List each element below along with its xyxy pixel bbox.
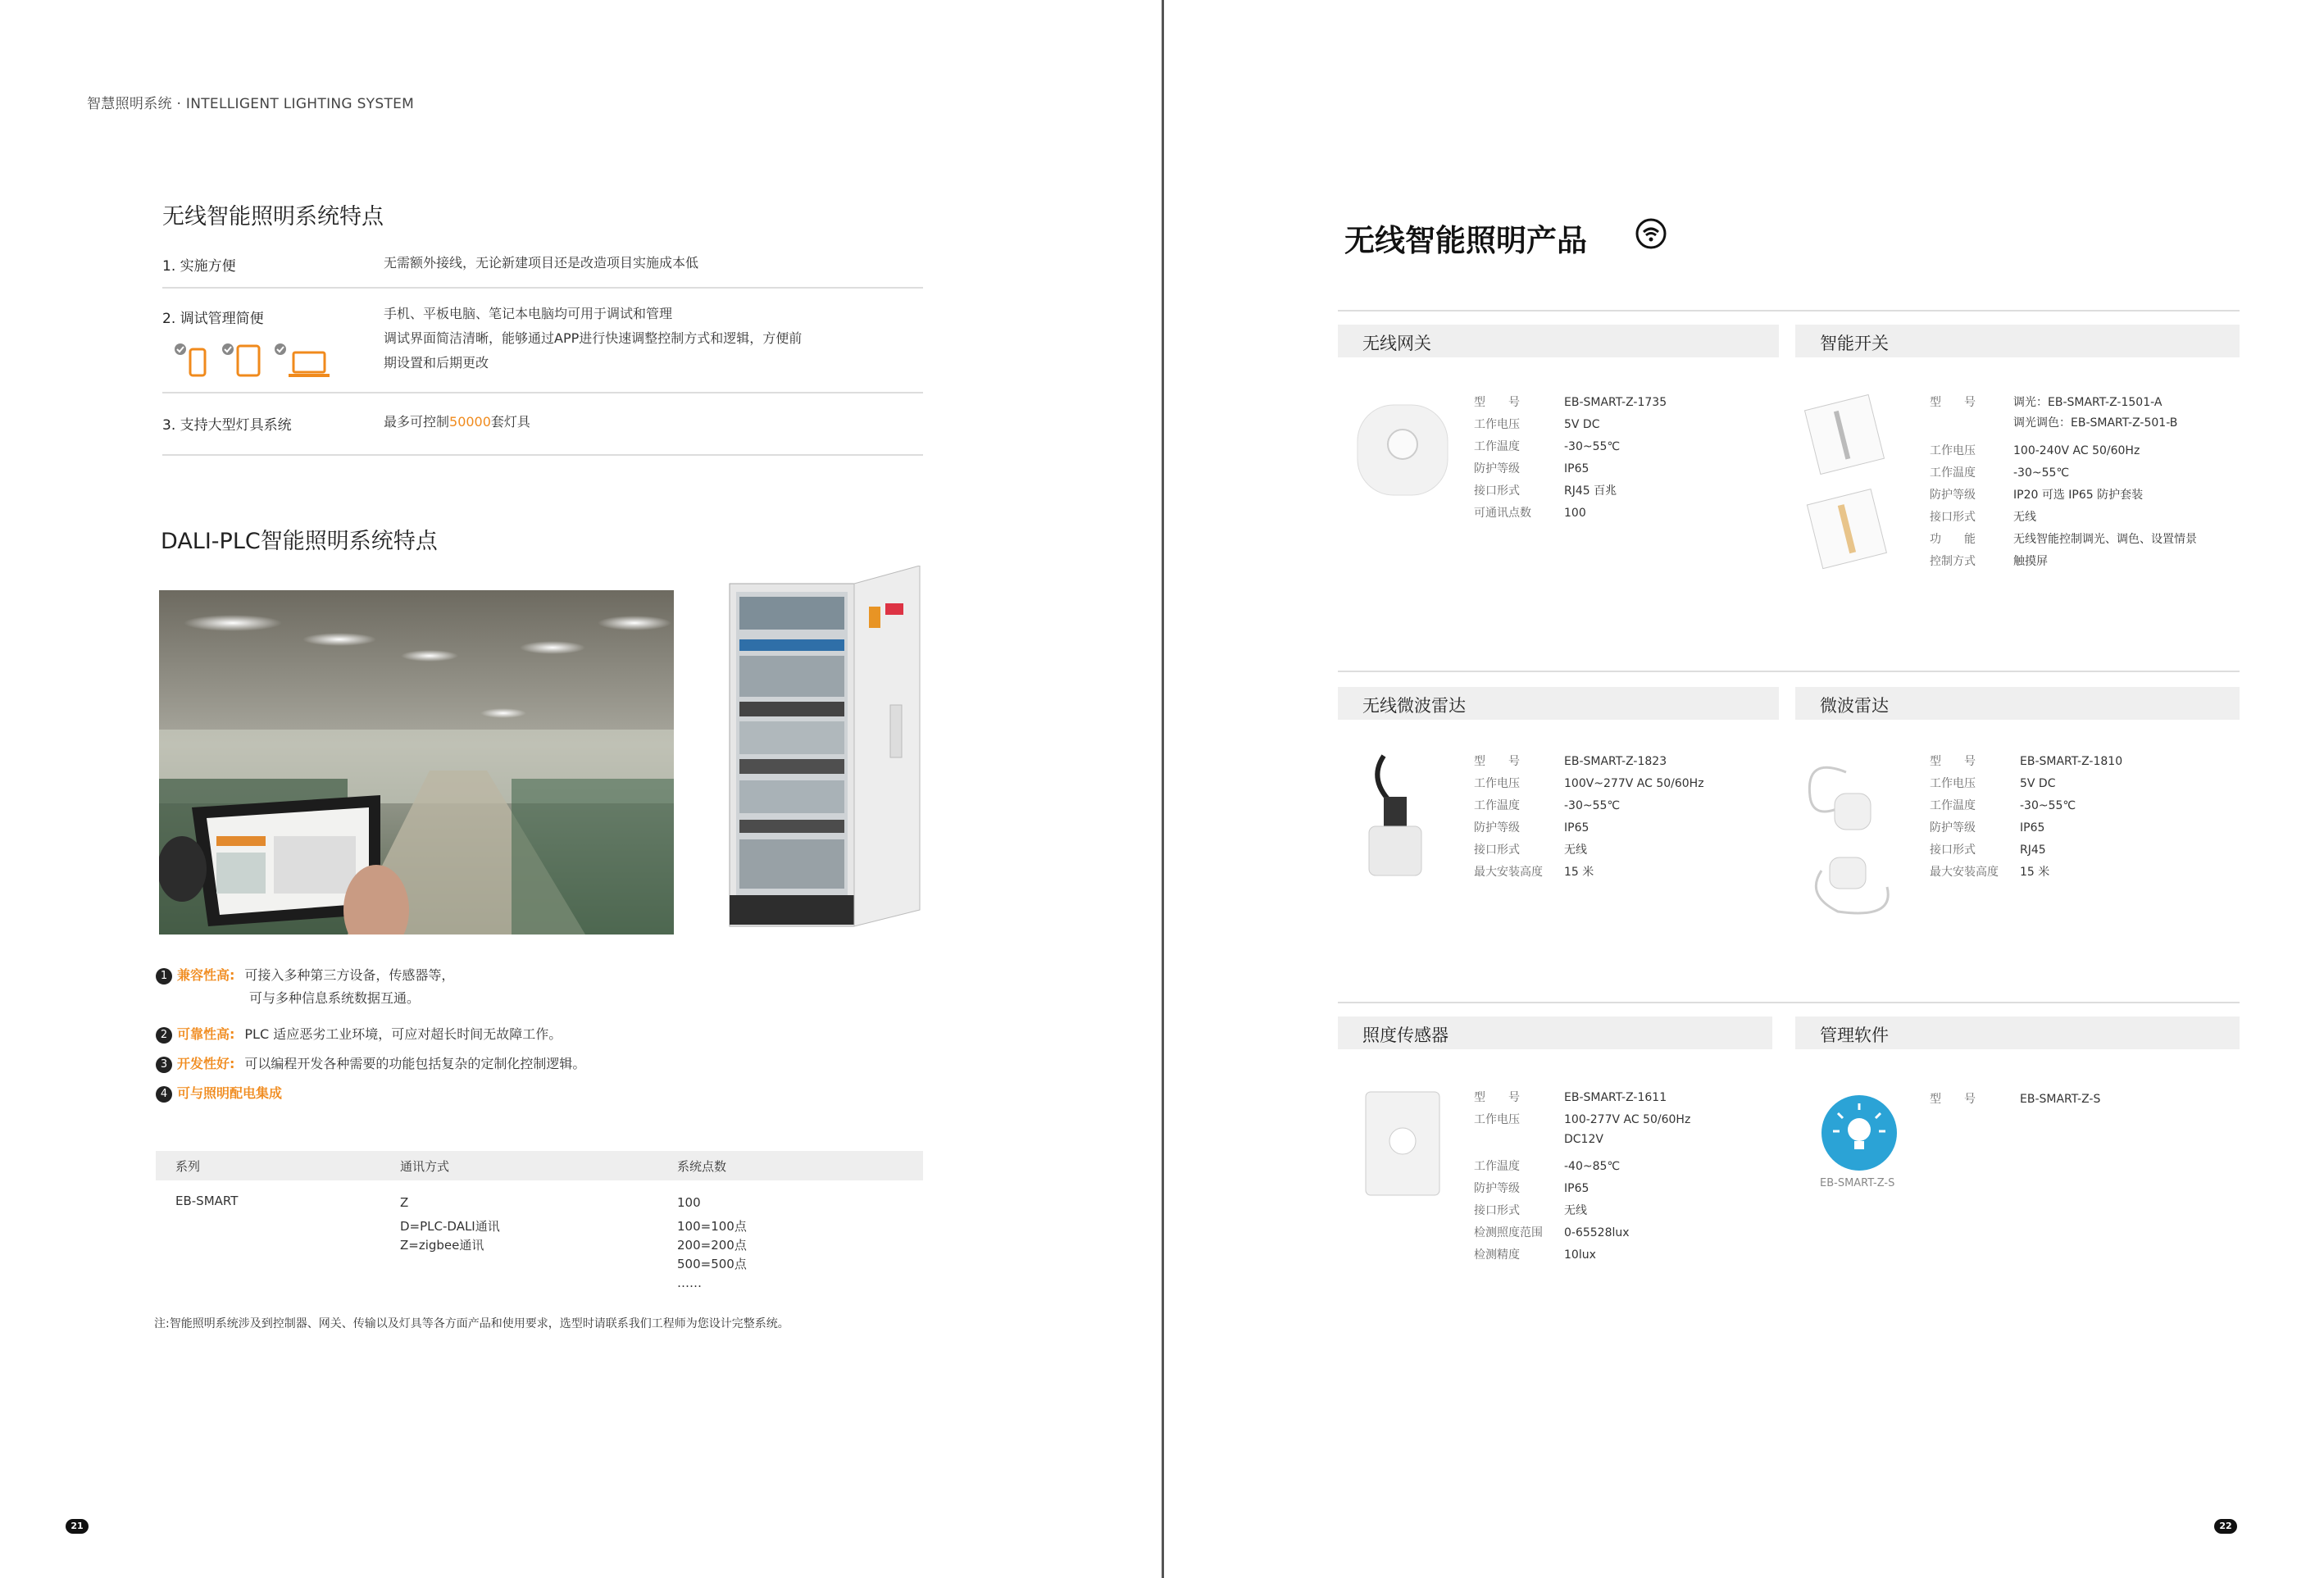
page-number: 21: [66, 1519, 89, 1534]
title-rule: [1338, 310, 2240, 312]
row-rule-2: [1338, 671, 2240, 672]
feature-desc: 手机、平板电脑、笔记本电脑均可用于调试和管理 调试界面简洁清晰，能够通过APP进行快速调整控制方式和逻辑，方便前 期设置和后期更改: [384, 306, 803, 371]
feature-row-2: [162, 289, 923, 393]
feature-label: 3. 支持大型灯具系统: [162, 417, 292, 434]
wireless-features-title: 无线智能照明系统特点: [162, 204, 384, 230]
radar-specs: 型 号 EB-SMART-Z-1810 工作电压 5V DC 工作温度 -30~55℃ 防护等级 IP65 接口形式 RJ45 最大安装高度 15 米: [1930, 755, 2123, 879]
device-icons: [172, 341, 344, 382]
feature-bullet-2: 2 可靠性高: PLC 适应恶劣工业环境，可应对超长时间无故障工作。: [156, 1023, 562, 1046]
smart-switch-image: [1803, 393, 1894, 582]
feature-desc: 无需额外接线，无论新建项目还是改造项目实施成本低: [384, 255, 699, 271]
category-bar-gateway: 无线网关: [1338, 325, 1779, 357]
illuminance-specs: 型 号 EB-SMART-Z-1611 工作电压 100-277V AC 50/60Hz DC12V 工作温度 -40~85℃ 防护等级 IP65 接口形式 无线 检测照度范围 0-65528lux 检测精度 10lux: [1474, 1091, 1691, 1262]
wireless-radar-specs: 型 号 EB-SMART-Z-1823 工作电压 100V~277V AC 50/60Hz 工作温度 -30~55℃ 防护等级 IP65 接口形式 无线 最大安装高度 15 米: [1474, 755, 1704, 879]
right-page: [1164, 0, 2324, 1578]
software-specs: 型 号 EB-SMART-Z-S: [1930, 1093, 2101, 1106]
phone-icon: [175, 343, 205, 375]
category-bar-switch: 智能开关: [1795, 325, 2240, 357]
products-title: 无线智能照明产品: [1344, 223, 1587, 258]
radar-sensor-image: [1797, 748, 1912, 928]
table-comm: Z D=PLC-DALI通讯 Z=zigbee通讯: [400, 1195, 500, 1253]
row-rule-3: [1338, 1002, 2240, 1003]
feature-row-3: [162, 393, 923, 456]
spec-table-header: 系列 通讯方式 系统点数: [156, 1151, 923, 1180]
category-bar-software: 管理软件: [1795, 1016, 2240, 1049]
feature-bullet-4: 4 可与照明配电集成: [156, 1082, 292, 1105]
control-cabinet-photo: [723, 566, 946, 939]
highlight-count: 50000: [449, 414, 491, 430]
feature-desc: 最多可控制50000套灯具: [384, 414, 530, 430]
gateway-device-image: [1351, 398, 1454, 502]
feature-label: 1. 实施方便: [162, 258, 236, 275]
wireless-radar-image: [1351, 748, 1449, 887]
app-icon-caption: EB-SMART-Z-S: [1820, 1177, 1895, 1189]
tablet-icon: [222, 343, 259, 375]
bulb-app-icon: [1820, 1094, 1902, 1176]
page-number: 22: [2214, 1519, 2237, 1534]
feature-bullet-3: 3 开发性好: 可以编程开发各种需要的功能包括复杂的定制化控制逻辑。: [156, 1053, 585, 1075]
footnote: 注:智能照明系统涉及到控制器、网关、传输以及灯具等各方面产品和使用要求，选型时请联系我们工程师为您设计完整系统。: [154, 1317, 789, 1330]
factory-tablet-photo: [159, 590, 674, 935]
running-header: 智慧照明系统 · INTELLIGENT LIGHTING SYSTEM: [87, 96, 415, 112]
illuminance-sensor-image: [1358, 1082, 1448, 1205]
category-bar-wireless-radar: 无线微波雷达: [1338, 687, 1779, 720]
feature-bullet-1: 1 兼容性高: 可接入多种第三方设备，传感器等， 可与多种信息系统数据互通。: [156, 964, 454, 1010]
feature-row-1: [162, 251, 923, 289]
feature-label: 2. 调试管理简便: [162, 311, 264, 327]
category-bar-radar: 微波雷达: [1795, 687, 2240, 720]
category-bar-illuminance: 照度传感器: [1338, 1016, 1772, 1049]
dali-features-title: DALI-PLC智能照明系统特点: [161, 529, 438, 554]
laptop-icon: [275, 343, 330, 377]
table-points: 100 100=100点 200=200点 500=500点 ……: [677, 1195, 747, 1290]
switch-specs: 型 号 调光：EB-SMART-Z-1501-A 调光调色：EB-SMART-Z-501-B 工作电压 100-240V AC 50/60Hz 工作温度 -30~55℃ 防护等级 IP20 可选 IP65 防护套装 接口形式 无线 功 能 无线智能控制调光、调色、设置情景 控制方式 触摸屏: [1930, 396, 2197, 568]
gateway-specs: 型 号 EB-SMART-Z-1735 工作电压 5V DC 工作温度 -30~55℃ 防护等级 IP65 接口形式 RJ45 百兆 可通讯点数 100: [1474, 396, 1667, 520]
table-series: EB-SMART: [175, 1194, 239, 1208]
wifi-icon: [1635, 218, 1667, 249]
